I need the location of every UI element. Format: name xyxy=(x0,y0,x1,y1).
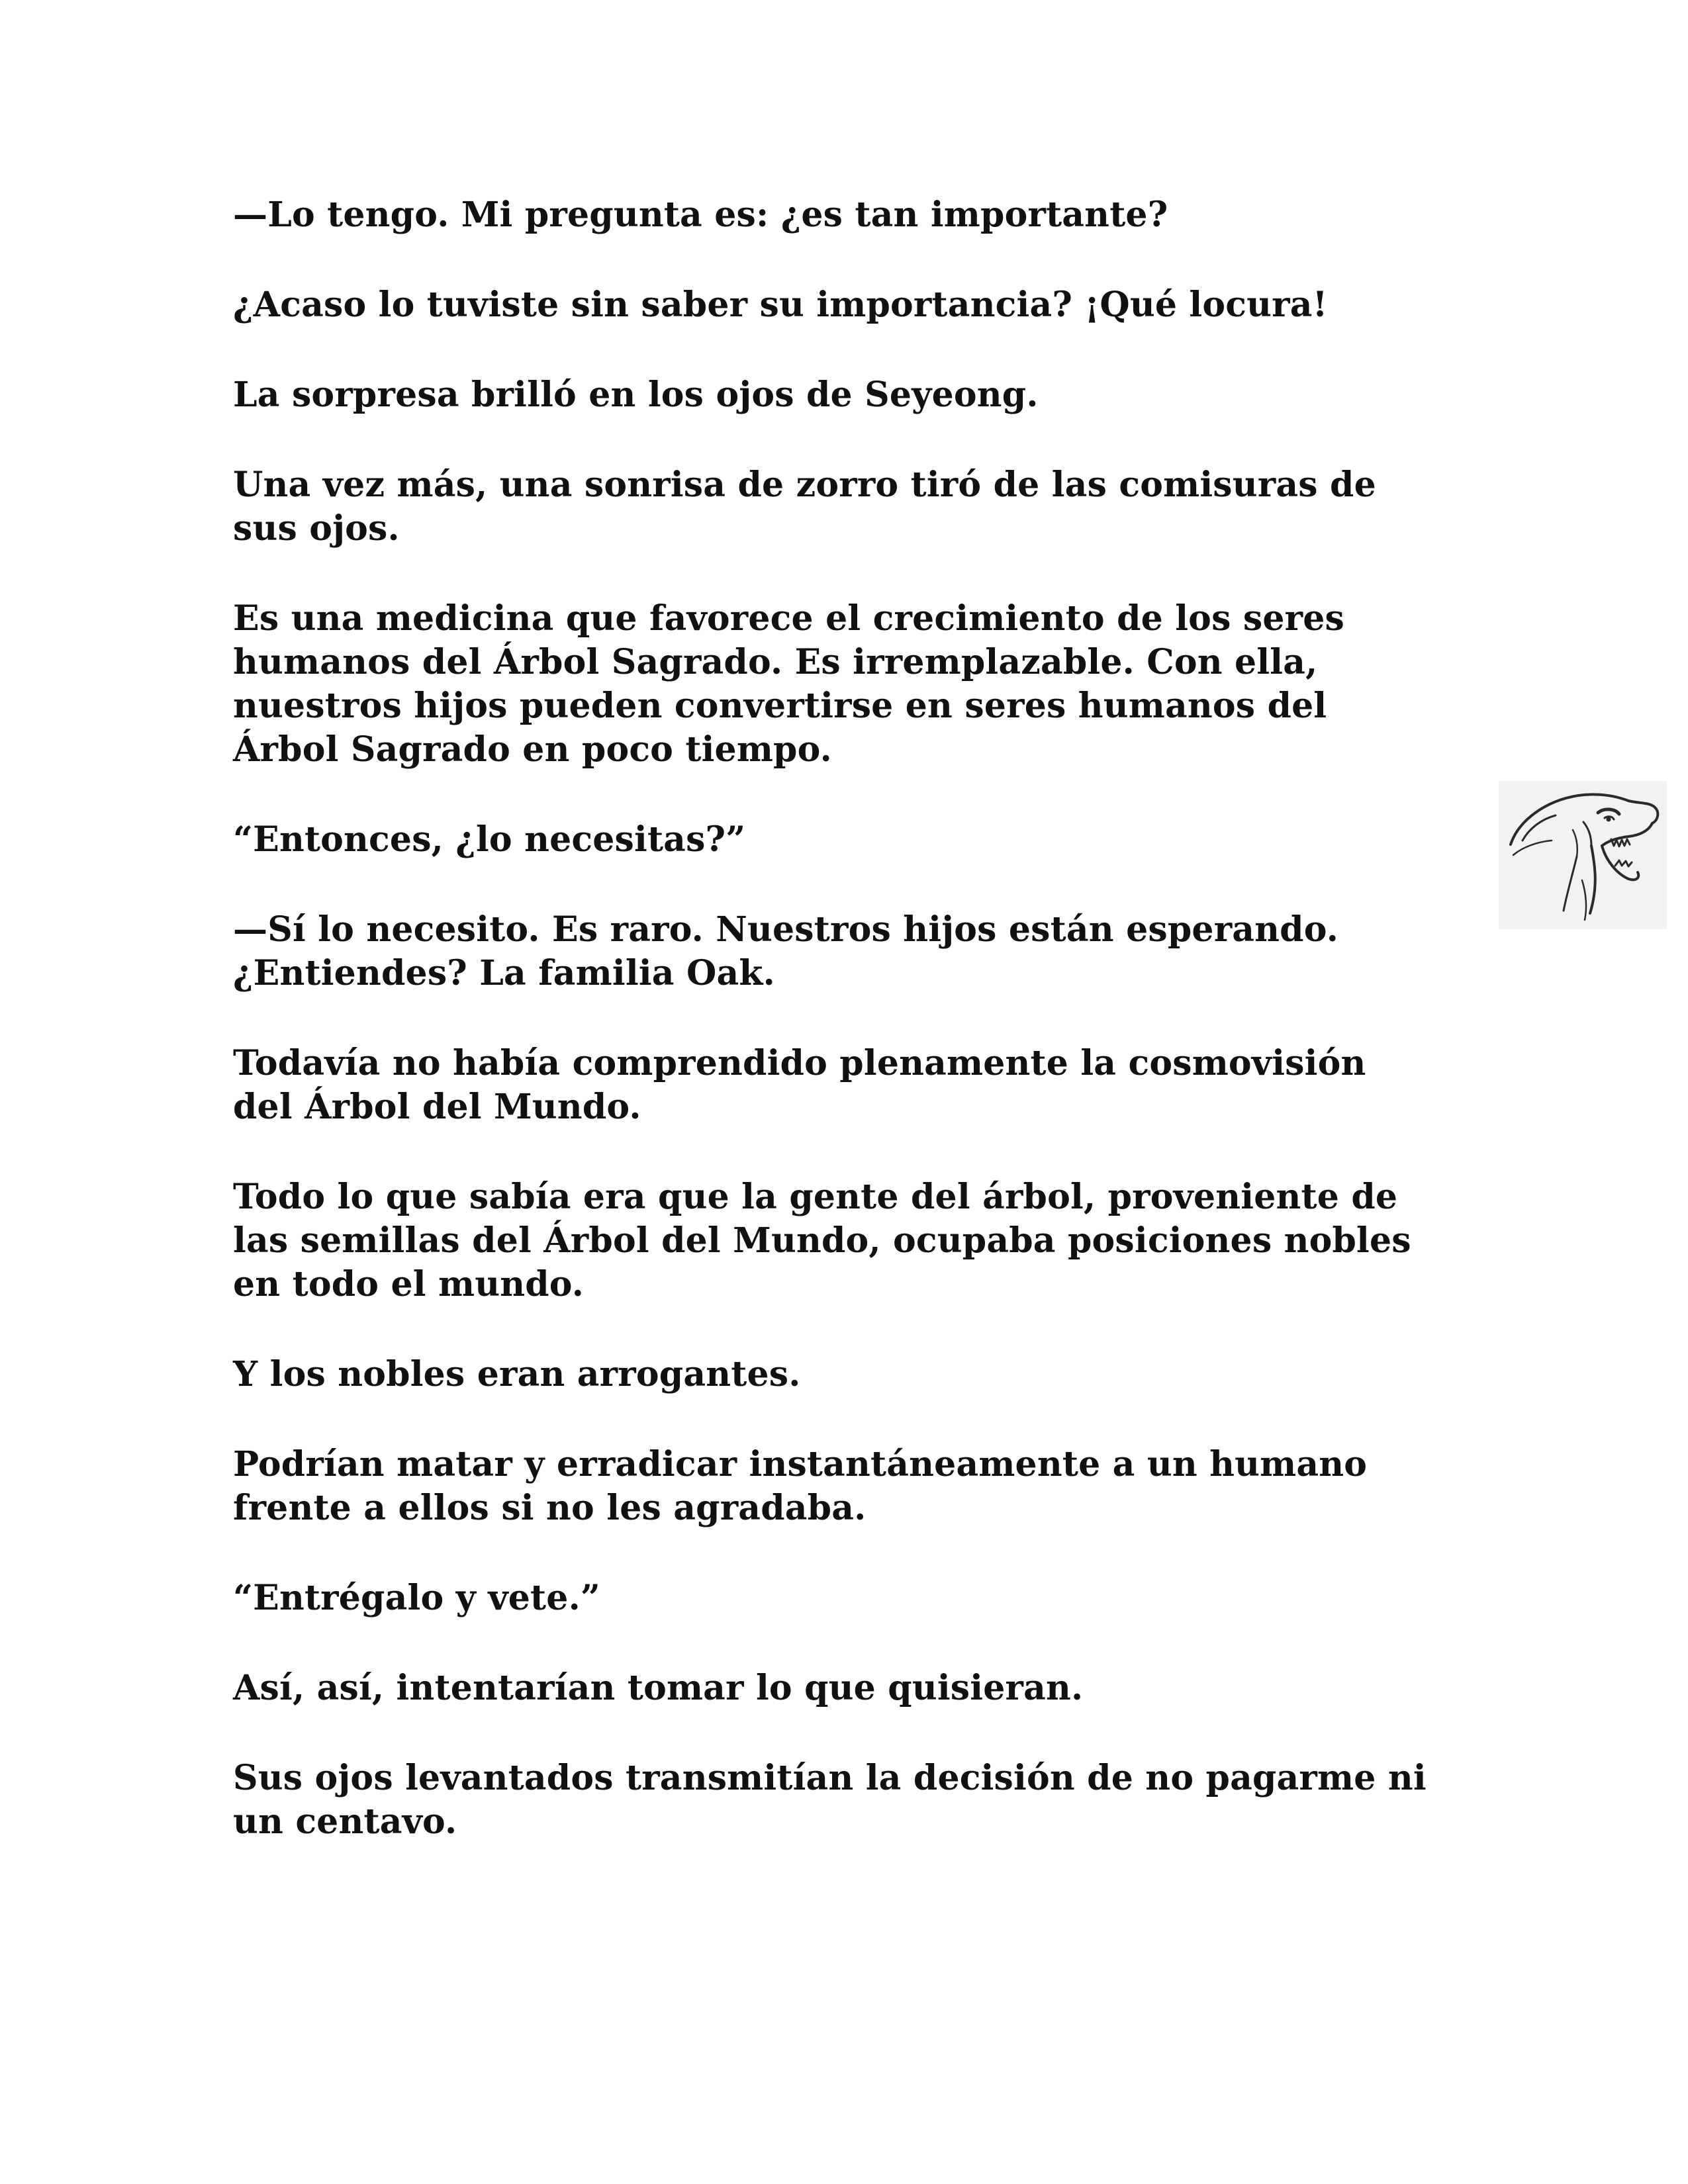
paragraph: Así, así, intentarían tomar lo que quisieran. xyxy=(233,1668,1084,1708)
paragraph: Y los nobles eran arrogantes. xyxy=(233,1354,801,1394)
body-text xyxy=(233,193,1464,1890)
paragraph: Podrían matar y erradicar instantáneamente a un humano frente a ellos si no les agradaba. xyxy=(233,1444,1368,1528)
paragraph: —Sí lo necesito. Es raro. Nuestros hijos están esperando. ¿Entiendes? La familia Oak. xyxy=(233,909,1339,993)
paragraph: Todavía no había comprendido plenamente la cosmovisión del Árbol del Mundo. xyxy=(233,1043,1366,1127)
dinosaur-head-sketch-icon xyxy=(1499,781,1667,929)
paragraph: Todo lo que sabía era que la gente del árbol, proveniente de las semillas del Árbol del Mundo, ocupaba posiciones nobles en todo el mundo. xyxy=(233,1177,1411,1304)
paragraph: La sorpresa brilló en los ojos de Seyeong. xyxy=(233,375,1039,415)
paragraph: —Lo tengo. Mi pregunta es: ¿es tan importante? xyxy=(233,195,1168,235)
paragraph: Es una medicina que favorece el crecimiento de los seres humanos del Árbol Sagrado. Es irremplazable. Con ella, nuestros hijos pueden convertirse en seres humanos del Árbol Sagrado en poco tiempo. xyxy=(233,598,1344,770)
paragraph: “Entonces, ¿lo necesitas?” xyxy=(233,819,746,860)
paragraph: Una vez más, una sonrisa de zorro tiró de las comisuras de sus ojos. xyxy=(233,465,1376,549)
paragraph: “Entrégalo y vete.” xyxy=(233,1578,600,1618)
paragraph: Sus ojos levantados transmitían la decisión de no pagarme ni un centavo. xyxy=(233,1758,1427,1842)
paragraph: ¿Acaso lo tuviste sin saber su importancia? ¡Qué locura! xyxy=(233,285,1328,325)
